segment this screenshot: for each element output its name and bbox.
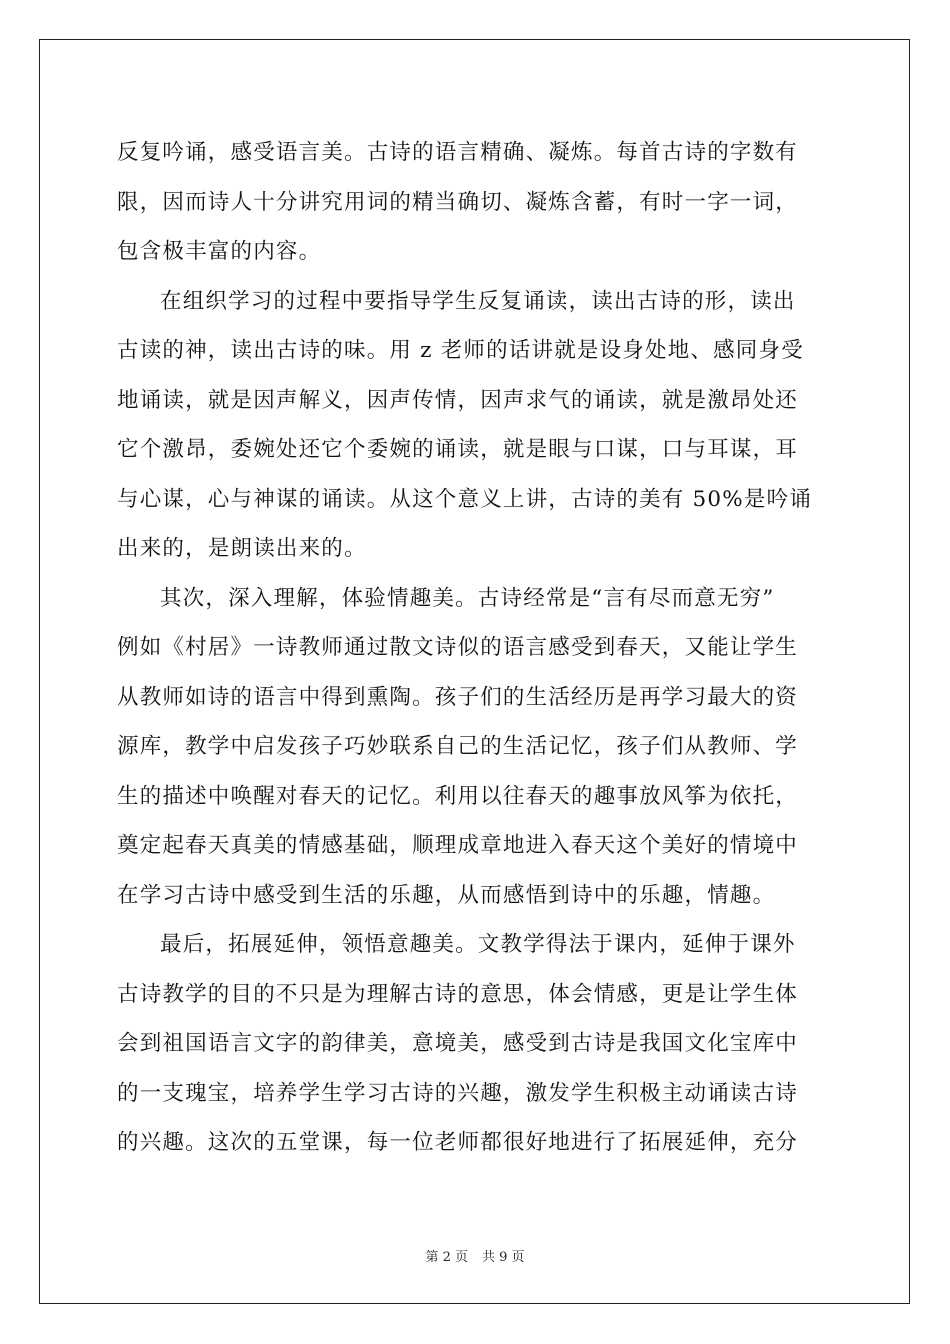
text-line: 的一支瑰宝，培养学生学习古诗的兴趣，激发学生积极主动诵读古诗: [117, 1080, 799, 1106]
text-line: 最后，拓展延伸，领悟意趣美。文教学得法于课内，延伸于课外: [160, 932, 796, 957]
text-line: 在学习古诗中感受到生活的乐趣，从而感悟到诗中的乐趣，情趣。: [117, 882, 776, 908]
text-line: 反复吟诵，感受语言美。古诗的语言精确、凝炼。每首古诗的字数有: [117, 140, 799, 165]
page-total: 共 9 页: [482, 1250, 525, 1265]
text-line: 古诗教学的目的不只是为理解古诗的意思，体会情感，更是让学生体: [117, 981, 799, 1007]
document-body: [117, 128, 835, 1168]
text-line: 在组织学习的过程中要指导学生反复诵读，读出古诗的形，读出: [160, 288, 796, 314]
text-line: 其次，深入理解，体验情趣美。古诗经常是“言有尽而意无穷”: [160, 585, 775, 611]
page-footer: [0, 1246, 950, 1265]
text-line: 奠定起春天真美的情感基础，顺理成章地进入春天这个美好的情境中: [117, 833, 799, 858]
text-line: 例如《村居》一诗教师通过散文诗似的语言感受到春天，又能让学生: [117, 635, 799, 660]
text-line: 出来的，是朗读出来的。: [117, 536, 367, 561]
text-line: 包含极丰富的内容。: [117, 239, 322, 264]
page-number: 第 2 页: [425, 1250, 468, 1265]
text-line: 会到祖国语言文字的韵律美，意境美，感受到古诗是我国文化宝库中: [117, 1031, 799, 1056]
text-line: 它个激昂，委婉处还它个委婉的诵读，就是眼与口谋，口与耳谋，耳: [117, 437, 799, 462]
text-line: 生的描述中唤醒对春天的记忆。利用以往春天的趣事放风筝为依托，: [117, 783, 799, 809]
text-line: 的兴趣。这次的五堂课，每一位老师都很好地进行了拓展延伸，充分: [117, 1130, 799, 1155]
text-line: 古读的神，读出古诗的味。用 z 老师的话讲就是设身处地、感同身受: [117, 338, 804, 363]
text-line: 地诵读，就是因声解义，因声传情，因声求气的诵读，就是激昂处还: [117, 387, 799, 413]
text-line: 限，因而诗人十分讲究用词的精当确切、凝炼含蓄，有时一字一词，: [117, 189, 799, 215]
text-line: 从教师如诗的语言中得到熏陶。孩子们的生活经历是再学习最大的资: [117, 684, 799, 710]
text-line: 与心谋，心与神谋的诵读。从这个意义上讲，古诗的美有 50%是吟诵: [117, 486, 813, 512]
text-line: 源库，教学中启发孩子巧妙联系自己的生活记忆，孩子们从教师、学: [117, 734, 799, 759]
